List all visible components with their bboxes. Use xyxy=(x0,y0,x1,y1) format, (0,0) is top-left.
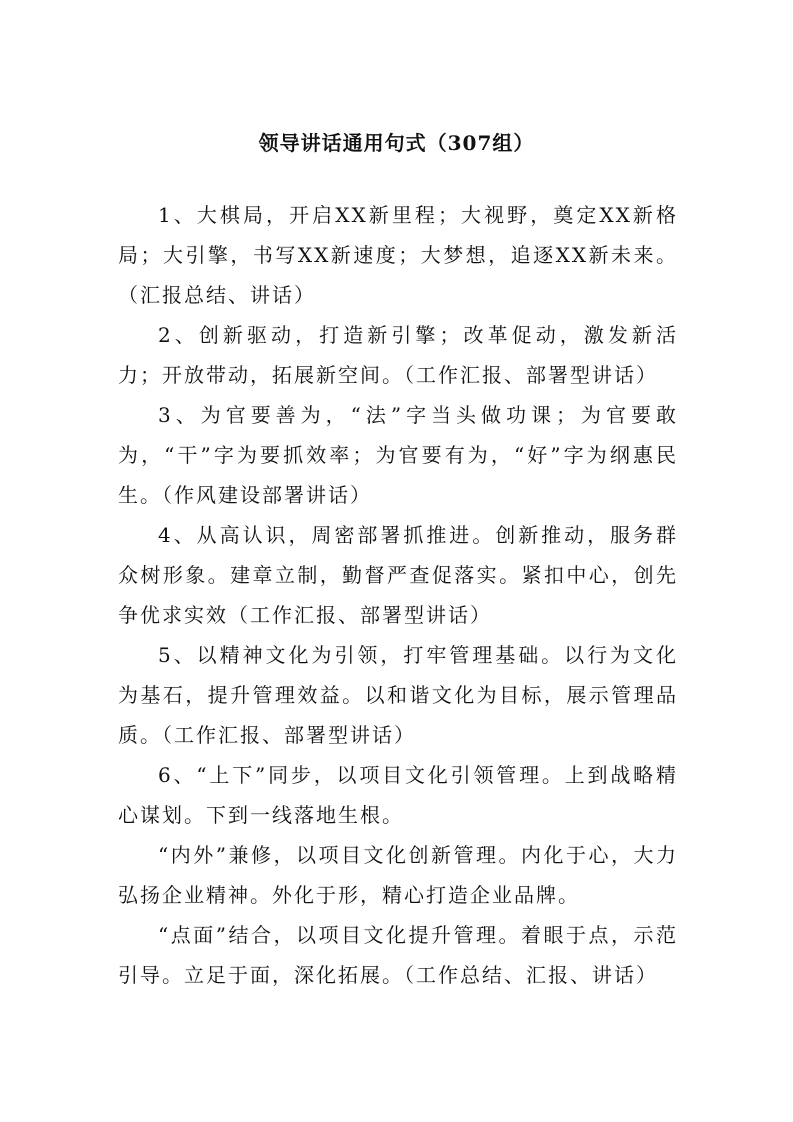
paragraph-6-inner-outer: “内外”兼修，以项目文化创新管理。内化于心，大力弘扬企业精神。外化于形，精心打造企业品牌。 xyxy=(118,843,678,907)
paragraph-4: 4、从高认识，周密部署抓推进。创新推动，服务群众树形象。建章立制，勤督严查促落实。紧扣中心，创先争优求实效（工作汇报、部署型讲话） xyxy=(118,523,678,627)
paragraph-2: 2、创新驱动，打造新引擎；改革促动，激发新活力；开放带动，拓展新空间。（工作汇报、部署型讲话） xyxy=(118,323,678,387)
paragraph-6: 6、“上下”同步，以项目文化引领管理。上到战略精心谋划。下到一线落地生根。 xyxy=(118,763,678,827)
paragraph-5: 5、以精神文化为引领，打牢管理基础。以行为文化为基石，提升管理效益。以和谐文化为目标，展示管理品质。（工作汇报、部署型讲话） xyxy=(118,643,678,747)
document-title: 领导讲话通用句式（307组） xyxy=(258,131,535,155)
paragraph-1: 1、大棋局，开启XX新里程；大视野，奠定XX新格局；大引擎，书写XX新速度；大梦想，追逐XX新未来。（汇报总结、讲话） xyxy=(118,203,678,307)
paragraph-3: 3、为官要善为，“法”字当头做功课；为官要敢为，“干”字为要抓效率；为官要有为，“好”字为纲惠民生。（作风建设部署讲话） xyxy=(118,403,678,507)
paragraph-6-point-surface: “点面”结合，以项目文化提升管理。着眼于点，示范引导。立足于面，深化拓展。（工作总结、汇报、讲话） xyxy=(118,923,678,987)
document-body xyxy=(118,195,678,995)
